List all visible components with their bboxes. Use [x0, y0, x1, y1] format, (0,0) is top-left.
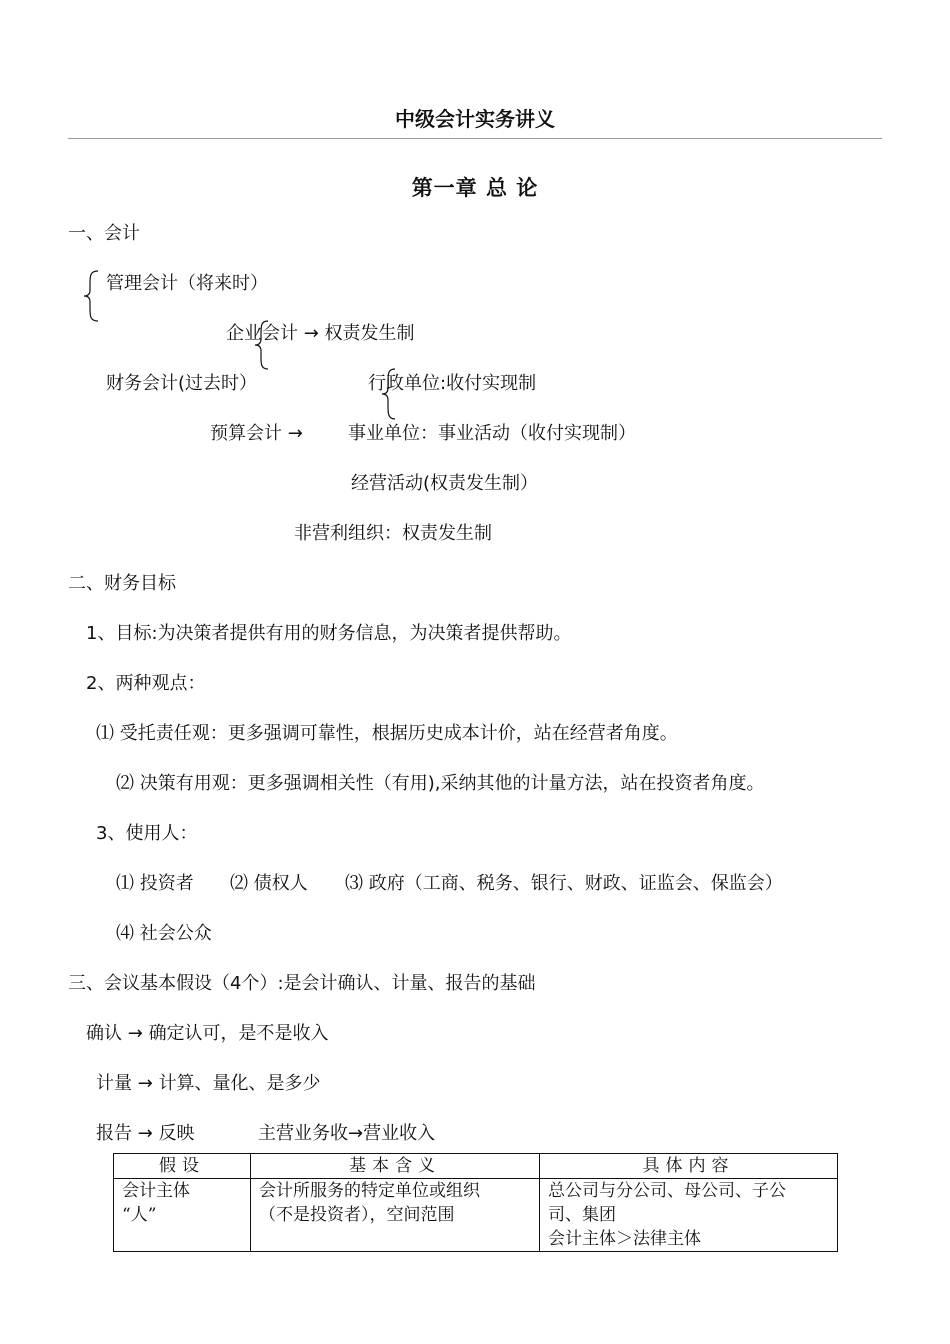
view-stewardship: ⑴ 受托责任观：更多强调可靠性，根据历史成本计价，站在经营者角度。	[96, 723, 678, 744]
table-row	[114, 1179, 838, 1252]
cell-line: 会计所服务的特定单位或组织	[259, 1181, 480, 1201]
user-government: ⑶ 政府（工商、税务、银行、财政、证监会、保监会）	[345, 873, 783, 894]
assumptions-table	[113, 1153, 838, 1252]
arrow-icon: →	[127, 1023, 143, 1044]
financial-goal: 1、目标:为决策者提供有用的财务信息，为决策者提供帮助。	[86, 623, 572, 644]
recognition-line	[86, 1023, 329, 1045]
header-divider	[68, 138, 882, 139]
cell-line: 会计主体＞法律主体	[548, 1229, 701, 1249]
enterprise-accounting: 企业会计	[226, 323, 298, 344]
table-header-row	[114, 1154, 838, 1179]
view-decision-useful: ⑵ 决策有用观：更多强调相关性（有用),采纳其他的计量方法，站在投资者角度。	[116, 773, 765, 794]
reporting-desc: 反映	[158, 1123, 195, 1144]
table-header-cell: 假设	[114, 1154, 251, 1179]
table-header-cell: 具体内容	[540, 1154, 838, 1179]
recognition-desc: 确定认可，是不是收入	[148, 1023, 329, 1044]
reporting-line	[96, 1123, 195, 1145]
table-header-cell: 基本含义	[251, 1154, 540, 1179]
table-cell-assumption	[114, 1179, 251, 1252]
table-cell-meaning	[251, 1179, 540, 1252]
cell-line: 总公司与分公司、母公司、子公	[548, 1181, 786, 1201]
table-cell-details	[540, 1179, 838, 1252]
public-institution-basis: 事业单位：事业活动（收付实现制）	[348, 423, 636, 444]
reporting-example: 主营业务收→营业收入	[258, 1123, 436, 1144]
management-accounting: 管理会计（将来时）	[106, 273, 268, 294]
brace-accounting-branches	[82, 270, 102, 322]
measurement-line	[96, 1073, 321, 1095]
reporting-term: 报告	[96, 1123, 132, 1144]
arrow-icon: →	[137, 1073, 153, 1094]
section-3-heading: 三、会议基本假设（4个）:是会计确认、计量、报告的基础	[68, 973, 536, 994]
brace-enterprise	[253, 320, 271, 370]
recognition-term: 确认	[86, 1023, 122, 1044]
two-views-heading: 2、两种观点：	[86, 673, 206, 694]
business-activity-basis: 经营活动(权责发生制）	[351, 473, 539, 494]
financial-accounting: 财务会计(过去时）	[106, 373, 258, 394]
chapter-title: 第一章 总 论	[411, 176, 539, 200]
document-header-title: 中级会计实务讲义	[395, 107, 555, 131]
brace-budget-units	[380, 368, 398, 420]
arrow-icon: →	[137, 1123, 153, 1144]
user-creditors: ⑵ 债权人	[230, 873, 308, 894]
user-investors: ⑴ 投资者	[116, 873, 194, 894]
section-2-heading: 二、财务目标	[68, 573, 176, 594]
measurement-term: 计量	[96, 1073, 132, 1094]
cell-line: “人”	[122, 1205, 157, 1225]
nonprofit-basis: 非营利组织：权责发生制	[294, 523, 492, 544]
measurement-desc: 计算、量化、是多少	[158, 1073, 321, 1094]
section-1-heading: 一、会计	[68, 223, 140, 244]
administrative-unit-basis: 行政单位:收付实现制	[368, 373, 537, 394]
cell-line: 会计主体	[122, 1181, 190, 1201]
arrow-icon: →	[287, 423, 303, 444]
cell-line: （不是投资者），空间范围	[259, 1205, 455, 1225]
budget-accounting-line	[210, 423, 303, 445]
budget-accounting: 预算会计	[210, 423, 282, 444]
cell-line: 司、集团	[548, 1205, 616, 1225]
enterprise-accrual-basis: 权责发生制	[324, 323, 415, 344]
users-heading: 3、使用人：	[96, 823, 198, 844]
arrow-icon: →	[303, 323, 319, 344]
user-public: ⑷ 社会公众	[116, 923, 212, 944]
